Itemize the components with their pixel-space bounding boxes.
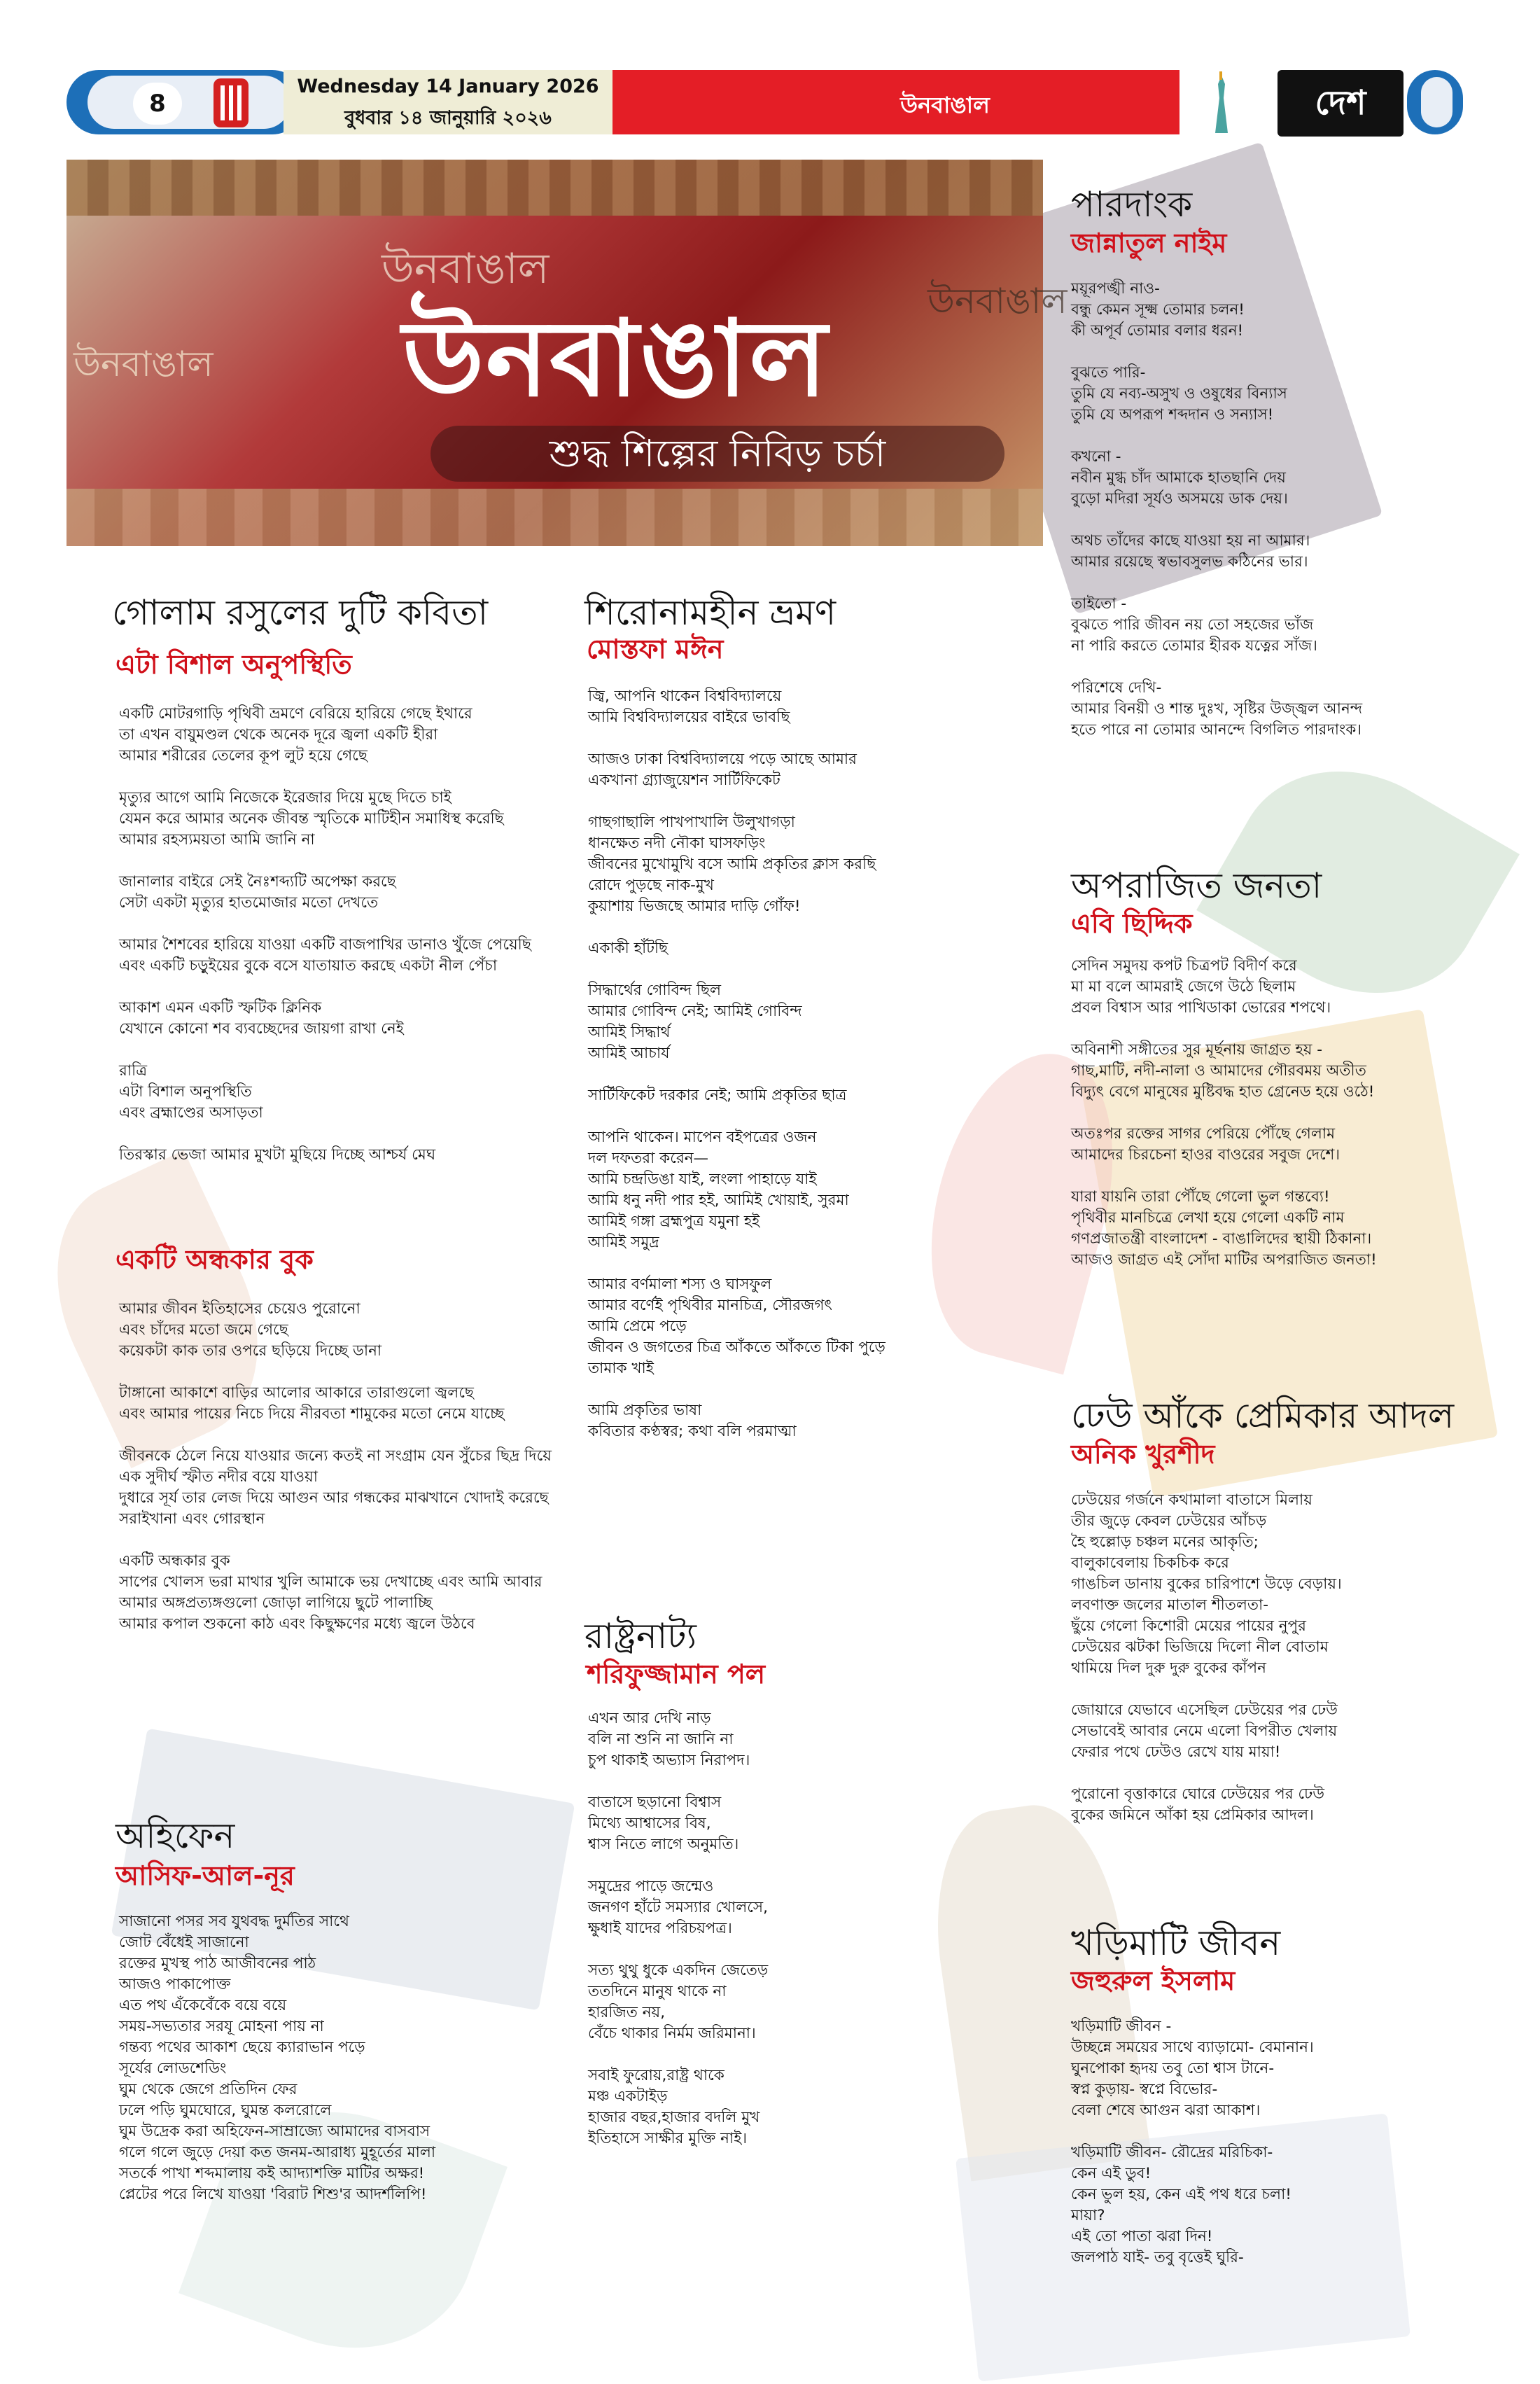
poem-body: ঢেউয়ের গর্জনে কথামালা বাতাসে মিলায় তীর জুড়ে কেবল ঢেউয়ের আঁচড় হৈ হুল্লোড় চঞ্চল মনের আকৃতি; বালুকাবেলায় চিকচিক করে গাঙচিল ডানায় বুকের চারিপাশে উড়ে বেড়ায়। লবণাক্ত জলের মাতাল শীতলতা- ছুঁয়ে গেলো কিশোরী মেয়ের পায়ের নুপুর ঢেউয়ের ঝটকা ভিজিয়ে দিলো নীল বোতাম থামিয়ে দিল দুরু দুরু বুকের কাঁপন জোয়ারে যেভাবে এসেছিল ঢেউয়ের পর ঢেউ সেভাবেই আবার নেমে এলো বিপরীত খেলায় ফেরার পথে ঢেউও রেখে যায় মায়া! পুরোনো বৃত্তাকারে ঘোরে ঢেউয়ের পর ঢেউ বুকের জমিনে আঁকা হয় প্রেমিকার আদল।: [1071, 1491, 1342, 1824]
col3-poem4-author: জহুরুল ইসলাম: [1071, 1965, 1236, 1996]
header-right-cap-inner: [1421, 77, 1452, 127]
col2-poem1-title: শিরোনামহীন ভ্রমণ: [584, 592, 836, 633]
col3-poem4-title: খড়িমাটি জীবন: [1071, 1923, 1281, 1963]
col3-poem3-title: ঢেউ আঁকে প্রেমিকার আদল: [1071, 1395, 1455, 1436]
poem-body: এখন আর দেখি নাড় বলি না শুনি না জানি না চুপ থাকাই অভ্যাস নিরাপদ। বাতাসে ছড়ানো বিশ্বাস মিথ্যে আশ্বাসের বিষ, শ্বাস নিতে লাগে অনুমতি। সমুদ্রের পাড়ে জন্মেও জনগণ হাঁটে সমস্যার খোলসে, ক্ষুধাই যাদের পরিচয়পত্র। সত্য থুথু ধুকে একদিন জেতেড় ততদিনে মানুষ থাকে না হারজিত নয়, বেঁচে থাকার নির্মম জরিমানা। সবাই ফুরোয়,রাষ্ট্র থাকে মঞ্চ একটাইড় হাজার বছর,হাজার বদলি মুখ ইতিহাসে সাক্ষীর মুক্তি নাই।: [588, 1710, 769, 2147]
col1-poem2-text: [119, 1299, 595, 1656]
banner-terracotta-frieze: [66, 160, 1043, 216]
col3-poem2-title: অপরাজিত জনতা: [1071, 865, 1322, 906]
col3-poem3-text: [1071, 1490, 1463, 1847]
banner-title: উনবাঙাল: [402, 298, 829, 420]
col1-poem3-title: অহিফেন: [115, 1815, 235, 1856]
col1-poem1-text: [119, 704, 595, 1187]
banner-manuscript-strip: [66, 489, 1043, 546]
col2-poem2-text: [588, 1708, 1008, 2170]
col1-poem2-title: একটি অন্ধকার বুক: [115, 1244, 314, 1275]
poem-body: আমার জীবন ইতিহাসের চেয়েও পুরোনো এবং চাঁদের মতো জমে গেছে কয়েকটা কাক তার ওপরে ছড়িয়ে দিচ্ছে ডানা টাঙ্গানো আকাশে বাড়ির আলোর আকারে তারাগুলো জ্বলছে এবং আমার পায়ের নিচে দিয়ে নীরবতা শামুকের মতো নেমে যাচ্ছে জীবনকে ঠেলে নিয়ে যাওয়ার জন্যে কতই না সংগ্রাম যেন সুঁচের ছিদ্র দিয়ে এক সুদীর্ঘ স্ফীত নদীর বয়ে যাওয়া দুধারে সূর্য তার লেজ দিয়ে আগুন আর গন্ধকের মাঝখানে খোদাই করেছে সরাইখানা এবং গোরস্থান একটি অন্ধকার বুক সাপের খোলস ভরা মাথার খুলি আমাকে ভয় দেখাচ্ছে এবং আমি আবার আমার অঙ্গপ্রত্যঙ্গগুলো জোড়া লাগিয়ে ছুটে পালাচ্ছি আমার কপাল শুকনো কাঠ এবং কিছুক্ষণের মধ্যে জ্বলে উঠবে: [119, 1300, 552, 1633]
newspaper-logo[interactable]: দেশ: [1278, 70, 1404, 137]
section-name: উনবাঙাল: [900, 92, 990, 118]
col3-poem1-author: জান্নাতুল নাইম: [1071, 228, 1227, 258]
banner-watermark-2: উনবাঙাল: [927, 281, 1068, 321]
page-badge-inner: [88, 76, 290, 129]
col3-poem2-text: [1071, 956, 1463, 1292]
col3-poem1-text: [1071, 279, 1463, 762]
col2-poem2-author: শরিফুজ্জামান পল: [587, 1659, 766, 1689]
poem-body: সাজানো পসর সব যুথবদ্ধ দুর্মতির সাথে জোট বেঁধেই সাজানো রক্তের মুখস্থ পাঠ আজীবনের পাঠ আজও পাকাপোক্ত এত পথ এঁকেবেঁকে বয়ে বয়ে সময়-সভ্যতার সরযূ মোহনা পায় না গন্তব্য পথের আকাশ ছেয়ে ক্যারাভান পড়ে সূর্যের লোডশেডিং ঘুম থেকে জেগে প্রতিদিন ফের ঢলে পড়ি ঘুমঘোরে, ঘুমন্ত কলরোলে ঘুম উদ্রেক করা অহিফেন-সাম্রাজ্যে আমাদের বাসবাস গলে গলে জুড়ে দেয়া কত জনম-আরাধ্য মুহূর্তের মালা সতর্কে পাখা শব্দমালায় কই আদ্যাশক্তি মাটির অক্ষর! প্লেটের পরে লিখে যাওয়া 'বিরাট শিশু'র আদর্শলিপি!: [119, 1913, 436, 2203]
col3-poem3-author: অনিক খুরশীদ: [1071, 1439, 1215, 1470]
col3-poem2-author: এবি ছিদ্দিক: [1071, 908, 1193, 939]
banner-image: [66, 160, 1068, 546]
poem-body: জ্বি, আপনি থাকেন বিশ্ববিদ্যালয়ে আমি বিশ্ববিদ্যালয়ের বাইরে ভাবছি আজও ঢাকা বিশ্ববিদ্যালয়ে পড়ে আছে আমার একখানা গ্র্যাজুয়েশন সার্টিফিকেট গাছগাছালি পাখপাখালি উলুখাগড়া ধানক্ষেত নদী নৌকা ঘাসফড়িং জীবনের মুখোমুখি বসে আমি প্রকৃতির ক্লাস করছি রোদে পুড়ছে নাক-মুখ কুয়াশায় ভিজছে আমার দাড়ি গোঁফ! একাকী হাঁটছি সিদ্ধার্থের গোবিন্দ ছিল আমার গোবিন্দ নেই; আমিই গোবিন্দ আমিই সিদ্ধার্থ আমিই আচার্য সার্টিফিকেট দরকার নেই; আমি প্রকৃতির ছাত্র আপনি থাকেন। মাপেন বইপত্রের ওজন দল দফতরা করেন— আমি চন্দ্রডিঙা যাই, লংলা পাহাড়ে যাই আমি ধনু নদী পার হই, আমিই খোয়াই, সুরমা আমিই গঙ্গা ব্রহ্মপুত্র যমুনা হই আমিই সমুদ্র আমার বর্ণমালা শস্য ও ঘাসফুল আমার বর্ণেই পৃথিবীর মানচিত্র, সৌরজগৎ আমি প্রেমে পড়ে জীবন ও জগতের চিত্র আঁকতে আঁকতে টিকা পুড়ে তামাক খাই আমি প্রকৃতির ভাষা কবিতার কণ্ঠস্বর; কথা বলি পরমাত্মা: [588, 688, 886, 1440]
col1-poem3-author: আসিফ-আল-নূর: [115, 1860, 295, 1891]
page-number: 8: [133, 83, 182, 125]
col1-main-title: গোলাম রসুলের দুটি কবিতা: [112, 592, 489, 633]
poem-body: খড়িমাটি জীবন - উচ্ছন্নে সময়ের সাথে ব্যাড়ামো- বেমানান। ঘুনপোকা হৃদয় তবু তো শ্বাস টানে- স্বপ্ন কুড়ায়- স্বপ্নে বিভোর- বেলা শেষে আগুন ঝরা আকাশ। খড়িমাটি জীবন- রৌদ্রের মরিচিকা- কেন এই ডুব! কেন ভুল হয়, কেন এই পথ ধরে চলা! মায়া? এই তো পাতা ঝরা দিন! জলপাঠ যাই- তবু বৃত্তেই ঘুরি-: [1071, 2018, 1314, 2266]
col1-poem1-title: এটা বিশাল অনুপস্থিতি: [115, 649, 352, 680]
col2-poem1-author: মোস্তফা মঈন: [587, 634, 724, 664]
pillar-icon: [214, 78, 248, 127]
col2-poem1-text: [588, 686, 1008, 1463]
poem-body: সেদিন সমুদয় কপট চিত্রপট বিদীর্ণ করে মা মা বলে আমরাই জেগে উঠে ছিলাম প্রবল বিশ্বাস আর পাখিডাকা ভোরের শপথে। অবিনাশী সঙ্গীতের সুর মূর্ছনায় জাগ্রত হয় - গাছ,মাটি, নদী-নালা ও আমাদের গৌরবময় অতীত বিদ্যুৎ বেগে মানুষের মুষ্টিবদ্ধ হাত গ্রেনেড হয়ে ওঠে! অতঃপর রক্তের সাগর পেরিয়ে পৌঁছে গেলাম আমাদের চিরচেনা হাওর বাওরের সবুজ দেশে। যারা যায়নি তারা পৌঁছে গেলো ভুল গন্তব্যে! পৃথিবীর মানচিত্রে লেখা হয়ে গেলো একটি নাম গণপ্রজাতন্ত্রী বাংলাদেশ - বাঙালিদের স্থায়ী ঠিকানা। আজও জাগ্রত এই সোঁদা মাটির অপরাজিত জনতা!: [1071, 957, 1377, 1269]
banner-watermark-3: উনবাঙাল: [74, 344, 214, 384]
statue-icon: [1204, 70, 1239, 137]
banner-watermark-1: উনবাঙাল: [382, 244, 550, 293]
date-english: Wednesday 14 January 2026: [297, 76, 599, 97]
banner-subtitle: শুদ্ধ শিল্পের নিবিড় চর্চা: [430, 426, 1004, 482]
date-bangla: বুধবার ১৪ জানুয়ারি ২০২৬: [344, 107, 552, 129]
poem-body: ময়ূরপঙ্খী নাও- বন্ধু কেমন সূক্ষ্ম তোমার চলন! কী অপূর্ব তোমার বলার ধরন! বুঝতে পারি- তুমি যে নব্য-অসুখ ও ওষুধের বিন্যাস তুমি যে অপরূপ শব্দদান ও সন্যাস! কখনো - নবীন মুগ্ধ চাঁদ আমাকে হাতছানি দেয় বুড়ো মদিরা সূর্যও অসময়ে ডাক দেয়। অথচ তাঁদের কাছে যাওয়া হয় না আমার। আমার রয়েছে স্বভাবসুলভ কঠিনের ভার। তাইতো - বুঝতে পারি জীবন নয় তো সহজের ভাঁজ না পারি করতে তোমার হীরক যত্নের সাঁজ। পরিশেষে দেখি- আমার বিনয়ী ও শান্ত দুঃখ, সৃষ্টির উজ্জ্বল আনন্দ হতে পারে না তোমার আনন্দে বিগলিত পারদাংক।: [1071, 280, 1363, 739]
poem-body: একটি মোটরগাড়ি পৃথিবী ভ্রমণে বেরিয়ে হারিয়ে গেছে ইথারে তা এখন বায়ুমণ্ডল থেকে অনেক দূরে জ্বলা একটি হীরা আমার শরীরের তেলের কূপ লুট হয়ে গেছে মৃত্যুর আগে আমি নিজেকে ইরেজার দিয়ে মুছে দিতে চাই যেমন করে আমার অনেক জীবন্ত স্মৃতিকে মাটিহীন সমাধিস্থ করেছি আমার রহস্যময়তা আমি জানি না জানালার বাইরে সেই নৈঃশব্দ্যটি অপেক্ষা করছে সেটা একটা মৃত্যুর হাতমোজার মতো দেখতে আমার শৈশবের হারিয়ে যাওয়া একটি বাজপাখির ডানাও খুঁজে পেয়েছি এবং একটি চড়ুইয়ের বুকে বসে যাতায়াত করছে একটা নীল পেঁচা আকাশ এমন একটি স্ফটিক ক্লিনিক যেখানে কোনো শব ব্যবচ্ছেদের জায়গা রাখা নেই রাত্রি এটা বিশাল অনুপস্থিতি এবং ব্রহ্মাণ্ডের অসাড়তা তিরস্কার ভেজা আমার মুখটা মুছিয়ে দিচ্ছে আশ্চর্য মেঘ: [119, 705, 531, 1164]
col3-poem4-text: [1071, 2016, 1463, 2289]
col3-poem1-title: পারদাংক: [1071, 184, 1193, 225]
col1-poem3-text: [119, 1911, 595, 2226]
col2-poem2-title: রাষ্ট্রনাট্য: [584, 1616, 696, 1657]
